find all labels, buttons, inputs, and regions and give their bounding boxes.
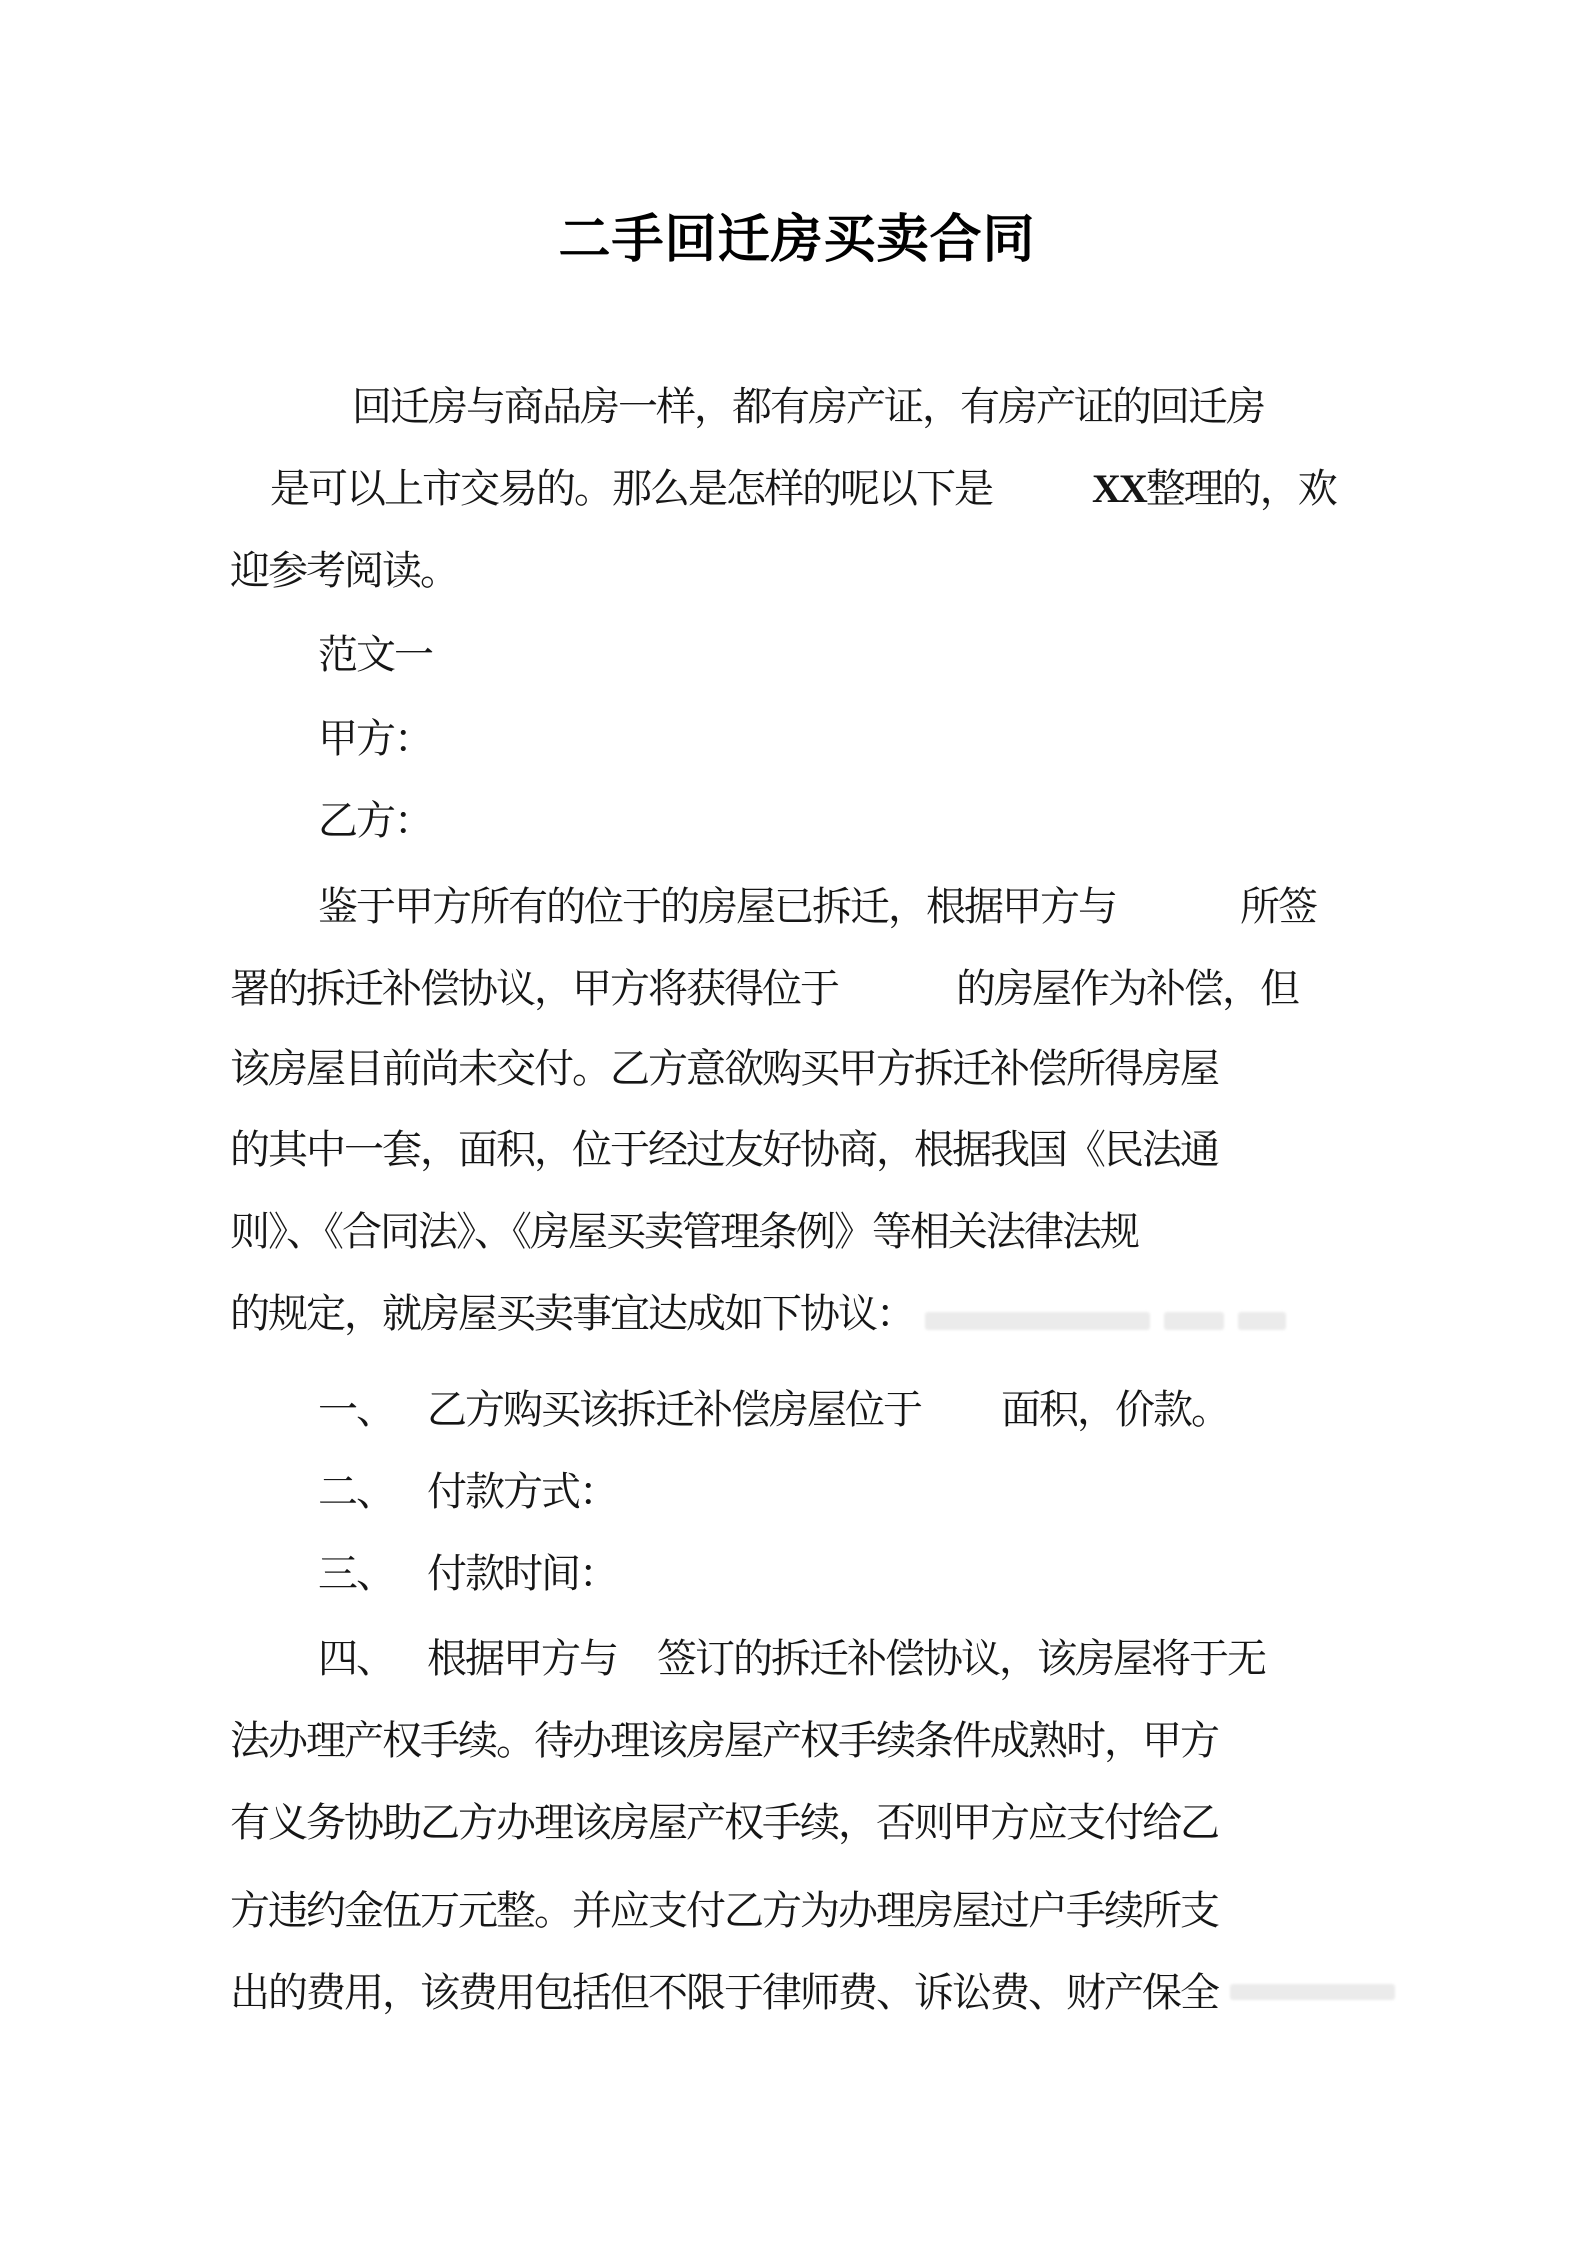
blank-space: [1116, 916, 1240, 920]
text-segment: 的其中一套，面积，位于经过友好协商，根据我国《民法通: [230, 1127, 1218, 1172]
text-line: [318, 799, 432, 843]
watermark-mid: [925, 1312, 1150, 1330]
text-line: [230, 1801, 1218, 1845]
text-segment: XX: [1092, 466, 1146, 511]
text-segment: 是可以上市交易的。那么是怎样的呢以下是: [270, 466, 992, 511]
watermark-mid: [1238, 1312, 1286, 1330]
text-segment: 整理的，欢: [1145, 466, 1336, 511]
blank-space: [394, 1419, 427, 1423]
blank-space: [992, 498, 1092, 502]
text-segment: 出的费用，该费用包括但不限于律师费、诉讼费、财产保全: [230, 1970, 1218, 2015]
text-segment: 有义务协助乙方办理该房屋产权手续，否则甲方应支付给乙: [230, 1800, 1218, 1845]
text-segment: 鉴于甲方所有的位于的房屋已拆迁，根据甲方与: [318, 884, 1116, 929]
blank-space: [617, 1668, 657, 1672]
text-segment: 一、: [318, 1387, 394, 1432]
text-line: [270, 467, 1336, 511]
text-line: [318, 1637, 1265, 1681]
text-segment: 署的拆迁补偿协议，甲方将获得位于: [230, 966, 838, 1011]
document-title: 二手回迁房买卖合同: [558, 211, 1036, 269]
text-line: [352, 385, 1264, 429]
text-line: [318, 1552, 617, 1596]
text-line: [230, 549, 458, 593]
text-line: [318, 885, 1316, 929]
text-segment: 该房屋目前尚未交付。乙方意欲购买甲方拆迁补偿所得房屋: [230, 1046, 1218, 1091]
text-line: [230, 1292, 914, 1336]
text-segment: 三、: [318, 1551, 394, 1596]
text-segment: 法办理产权手续。待办理该房屋产权手续条件成熟时，甲方: [230, 1718, 1218, 1763]
text-segment: 二、: [318, 1469, 394, 1514]
text-segment: 乙方：: [318, 798, 432, 843]
blank-space: [394, 1501, 427, 1505]
blank-space: [394, 1668, 427, 1672]
text-segment: 付款方式：: [427, 1469, 617, 1514]
text-line: [230, 967, 1298, 1011]
text-segment: 面积，价款。: [1001, 1387, 1229, 1432]
text-segment: 的规定，就房屋买卖事宜达成如下协议：: [230, 1291, 914, 1336]
blank-space: [394, 1583, 427, 1587]
text-line: [230, 1889, 1218, 1933]
blank-space: [838, 998, 956, 1002]
text-segment: 所签: [1240, 884, 1316, 929]
text-line: [318, 1470, 617, 1514]
text-segment: 付款时间：: [427, 1551, 617, 1596]
text-line: [230, 1719, 1218, 1763]
watermark-bottom: [1230, 1984, 1395, 2000]
text-segment: 签订的拆迁补偿协议，该房屋将于无: [657, 1636, 1265, 1681]
text-segment: 迎参考阅读。: [230, 548, 458, 593]
text-line: [318, 633, 432, 677]
text-segment: 乙方购买该拆迁补偿房屋位于: [427, 1387, 921, 1432]
blank-space: [921, 1419, 1001, 1423]
text-segment: 回迁房与商品房一样，都有房产证，有房产证的回迁房: [352, 384, 1264, 429]
text-line: [230, 1210, 1138, 1254]
text-line: [318, 1388, 1229, 1432]
text-segment: 根据甲方与: [427, 1636, 617, 1681]
text-segment: 范文一: [318, 632, 432, 677]
text-segment: 方违约金伍万元整。并应支付乙方为办理房屋过户手续所支: [230, 1888, 1218, 1933]
text-line: [230, 1128, 1218, 1172]
watermark-mid: [1164, 1312, 1224, 1330]
text-segment: 甲方：: [318, 716, 432, 761]
text-segment: 的房屋作为补偿，但: [956, 966, 1298, 1011]
text-line: [230, 1047, 1218, 1091]
text-segment: 则》、《合同法》、《房屋买卖管理条例》等相关法律法规: [230, 1209, 1138, 1254]
text-segment: 四、: [318, 1636, 394, 1681]
text-line: [318, 717, 432, 761]
text-line: [230, 1971, 1218, 2015]
